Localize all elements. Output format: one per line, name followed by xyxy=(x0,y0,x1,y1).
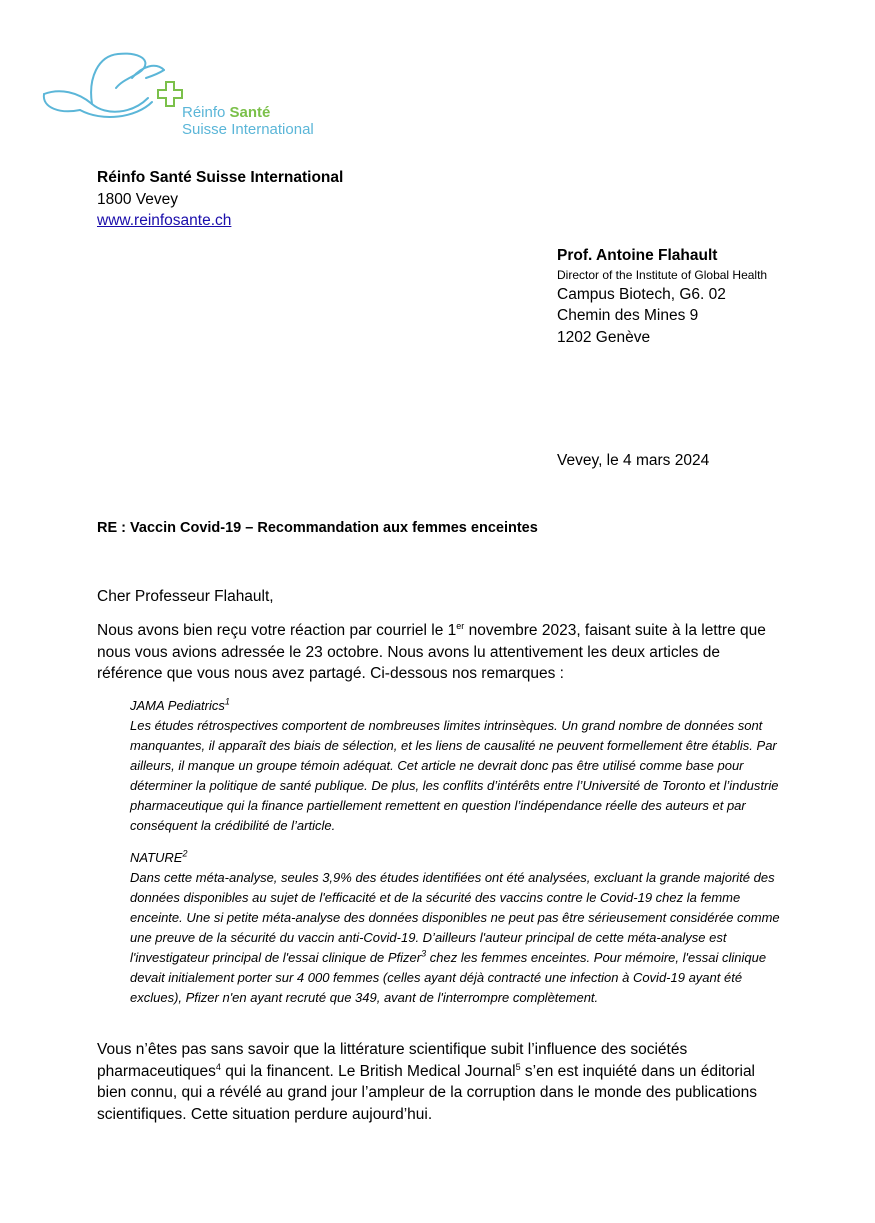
dove-logo-icon xyxy=(40,48,190,140)
logo-line2: Suisse International xyxy=(182,121,314,138)
logo xyxy=(40,48,340,140)
p1-text-a: Nous avons bien reçu votre réaction par courriel le 1 xyxy=(97,622,457,639)
recipient-block xyxy=(557,245,767,348)
p2-text-b: qui la financent. Le British Medical Journal xyxy=(220,1062,516,1080)
sender-city: 1800 Vevey xyxy=(97,190,179,208)
salutation: Cher Professeur Flahault, xyxy=(97,588,274,605)
q2-head: NATURE xyxy=(130,850,183,865)
q1-body: Les études rétrospectives comportent de nombreuses limites intrinsèques. Un grand nombre de données sont manquantes, il apparaît des biais de sélection, et les liens de causalité ne peuvent formellement être établis. Par ailleurs, il manque un groupe témoin adéquat. Cet article ne devrait donc pas être utilisé comme base pour déterminer la politique de santé publique. De plus, les conflits d’intérêts entre l’Université de Toronto et l’industrie pharmaceutique qui la finance partiellement remettent en question l’indépendance réelle des auteurs et par conséquent la crédibilité de l’article. xyxy=(130,718,779,833)
q1-head: JAMA Pediatrics xyxy=(130,698,225,713)
letter-subject: RE : Vaccin Covid-19 – Recommandation aux femmes enceintes xyxy=(97,520,538,536)
q1-sup: 1 xyxy=(224,696,230,707)
letter-date: Vevey, le 4 mars 2024 xyxy=(557,452,710,469)
q2-sup: 2 xyxy=(182,848,188,859)
logo-wordmark xyxy=(182,104,314,138)
paragraph-2 xyxy=(97,1039,787,1125)
p2-sup1: 4 xyxy=(215,1061,221,1072)
sender-name: Réinfo Santé Suisse International xyxy=(97,169,344,186)
p1-text-b: novembre 2023, faisant suite à la lettre que nous vous avions adressée le 23 octobre. Nous avons lu attentivement les deux articles de référence que vous nous avez partagé. Ci-dessous nos remarques : xyxy=(97,622,766,682)
q2-body-b: chez les femmes enceintes. Pour mémoire, l'essai clinique devait initialement porter sur 4 000 femmes (celles ayant déjà contracté une infection à Covid-19 ayant été exclues), Pfizer n'en ayant recruté que 349, avant de l'interrompre complètement. xyxy=(130,950,767,1005)
p1-sup: er xyxy=(456,620,465,631)
recipient-address1: Campus Biotech, G6. 02 xyxy=(557,285,726,303)
p2-sup2: 5 xyxy=(515,1061,521,1072)
recipient-title: Director of the Institute of Global Health xyxy=(557,267,768,282)
q2-sup2: 3 xyxy=(421,948,427,959)
q2-body-a: Dans cette méta-analyse, seules 3,9% des études identifiées ont été analysées, excluant la grande majorité des données disponibles au sujet de l'efficacité et de la sécurité des vaccins contre le Covid-19 chez la femme enceinte. Une si petite méta-analyse des données disponibles ne peut pas être sérieusement considérée comme une preuve de la sécurité du vaccin anti-Covid-19. D’ailleurs l'auteur principal de cette méta-analyse est l'investigateur principal de l'essai clinique de Pfizer xyxy=(130,870,780,965)
quote-nature xyxy=(130,848,790,1008)
quote-jama xyxy=(130,696,790,836)
paragraph-1 xyxy=(97,620,787,685)
recipient-name: Prof. Antoine Flahault xyxy=(557,247,718,264)
sender-block xyxy=(97,167,343,232)
p2-text-a: Vous n’êtes pas sans savoir que la littérature scientifique subit l’influence des sociétés pharmaceutiques xyxy=(97,1041,688,1080)
logo-line1a: Réinfo xyxy=(182,104,230,121)
sender-website-link[interactable]: www.reinfosante.ch xyxy=(97,212,232,229)
logo-line1b: Santé xyxy=(229,104,271,121)
p2-text-c: s’en est inquiété dans un éditorial bien connu, qui a révélé au grand jour l’ampleur de la corruption dans le monde des publications scientifiques. Cette situation perdure aujourd’hui. xyxy=(97,1062,758,1123)
recipient-address2: Chemin des Mines 9 xyxy=(557,307,699,324)
recipient-address3: 1202 Genève xyxy=(557,328,651,346)
